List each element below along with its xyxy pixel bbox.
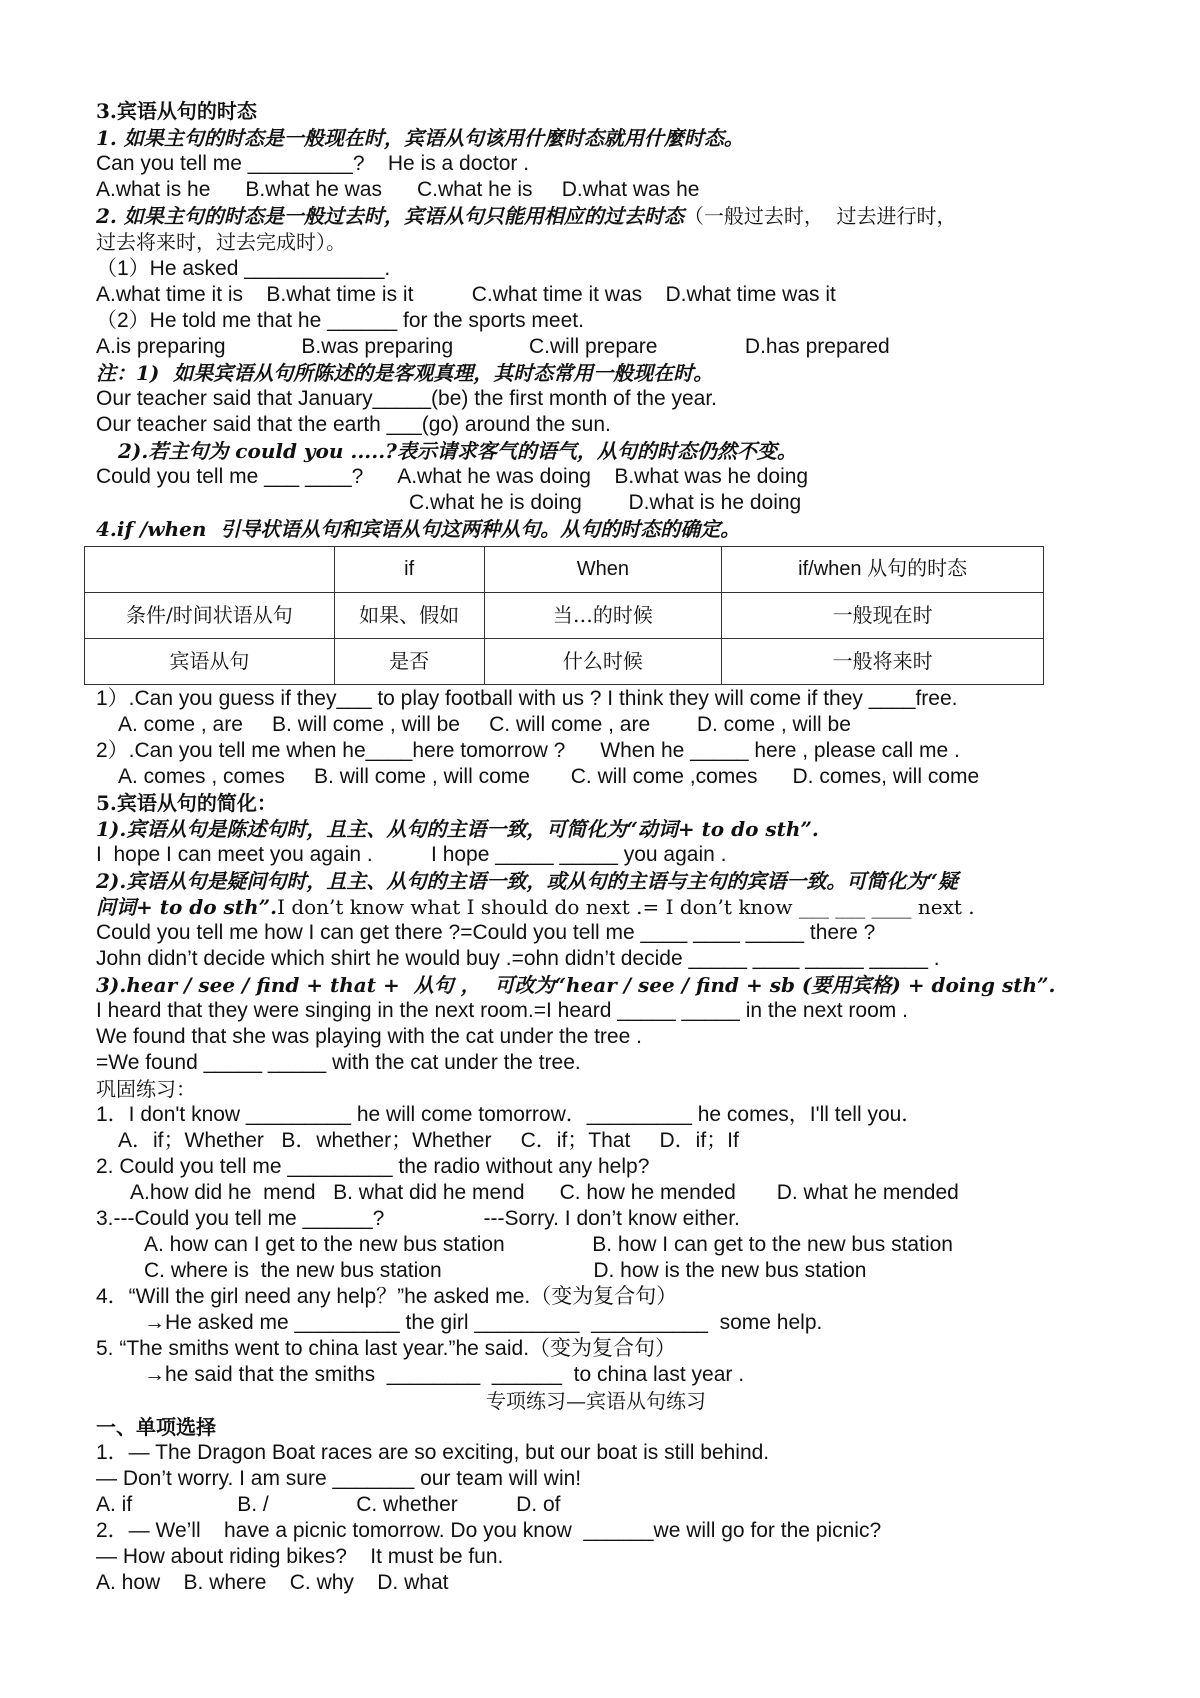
text-line: C.what he is doing D.what is he doing bbox=[409, 491, 802, 514]
text-line: 1).宾语从句是陈述句时，且主、从句的主语一致，可简化为“动词+ to do sth”. bbox=[96, 817, 819, 841]
text-line: I hope I can meet you again . I hope _____ _____ you again . bbox=[96, 843, 727, 866]
text-line: A. if B. / C. whether D. of bbox=[96, 1493, 561, 1516]
table-header-cell: When bbox=[484, 547, 722, 593]
text-line: （1）He asked ____________. bbox=[96, 257, 391, 280]
text-line: 1．I don't know _________ he will come tomorrow．_________ he comes，I'll tell you． bbox=[96, 1103, 923, 1126]
table-cell: 是否 bbox=[334, 639, 484, 685]
text-line: John didn’t decide which shirt he would buy .=ohn didn’t decide _____ ____ _____ _____ . bbox=[96, 947, 940, 970]
text-line: 3).hear / see / find + that + 从句 ， 可改为“hear / see / find + sb (要用宾格) + doing sth”. bbox=[96, 973, 1056, 997]
text-line: 问词+ to do sth”.I don’t know what I should do next .= I don’t know ___ ___ ____ next . bbox=[96, 895, 975, 919]
text-line: 巩固练习： bbox=[96, 1077, 196, 1101]
text-line: →He asked me _________ the girl _________ __________ some help. bbox=[144, 1311, 823, 1334]
text-line: 一、单项选择 bbox=[96, 1415, 216, 1439]
text-line: Could you tell me ___ ____? A.what he was doing B.what was he doing bbox=[96, 465, 809, 488]
text-line: 专项练习—宾语从句练习 bbox=[486, 1389, 706, 1413]
if-when-tense-table bbox=[84, 546, 1044, 685]
text-line: A. how can I get to the new bus station B. how I can get to the new bus station bbox=[144, 1233, 953, 1256]
text-line: 2).若主句为 could you .....?表示请求客气的语气，从句的时态仍然不变。 bbox=[118, 439, 797, 463]
table-cell: 一般现在时 bbox=[722, 593, 1044, 639]
text-line: 3.---Could you tell me ______? ---Sorry. I don’t know either. bbox=[96, 1207, 740, 1230]
table-cell: 一般将来时 bbox=[722, 639, 1044, 685]
text-line: A. come , are B. will come , will be C. will come , are D. come , will be bbox=[118, 713, 851, 736]
text-line: Our teacher said that the earth ___(go) around the sun. bbox=[96, 413, 611, 436]
text-line: A.how did he mend B. what did he mend C. how he mended D. what he mended bbox=[130, 1181, 959, 1204]
text-line: 过去将来时，过去完成时）。 bbox=[96, 230, 346, 254]
text-line: — How about riding bikes? It must be fun. bbox=[96, 1545, 504, 1568]
table-header-cell: if bbox=[334, 547, 484, 593]
text-line: 5.宾语从句的简化： bbox=[96, 791, 277, 815]
text-line: =We found _____ _____ with the cat under the tree. bbox=[96, 1051, 581, 1074]
text-line: （2）He told me that he ______ for the sports meet. bbox=[96, 309, 584, 332]
text-line: 1．— The Dragon Boat races are so exciting, but our boat is still behind. bbox=[96, 1441, 770, 1464]
table-cell: 条件/时间状语从句 bbox=[85, 593, 335, 639]
text-line: 5. “The smiths went to china last year.”he said.（变为复合句） bbox=[96, 1337, 677, 1360]
text-line: 注：1) 如果宾语从句所陈述的是客观真理，其时态常用一般现在时。 bbox=[96, 361, 714, 385]
text-line: Could you tell me how I can get there ?=Could you tell me ____ ____ _____ there ? bbox=[96, 921, 876, 944]
table-cell: 当…的时候 bbox=[484, 593, 722, 639]
table-header-cell: if/when 从句的时态 bbox=[722, 547, 1044, 593]
text-line: 2）.Can you tell me when he____here tomorrow ? When he _____ here , please call me . bbox=[96, 739, 960, 762]
text-line: A. how B. where C. why D. what bbox=[96, 1571, 449, 1594]
text-line: →he said that the smiths ________ ______ to china last year . bbox=[144, 1363, 745, 1386]
text-line: A．if；Whether B．whether；Whether C．if；That D．if；If bbox=[118, 1129, 739, 1152]
table-row bbox=[85, 593, 1044, 639]
table-header-cell bbox=[85, 547, 335, 593]
text-line: 3.宾语从句的时态 bbox=[96, 99, 257, 123]
text-line: I heard that they were singing in the next room.=I heard _____ _____ in the next room . bbox=[96, 999, 908, 1022]
text-line: Can you tell me _________? He is a doctor . bbox=[96, 152, 530, 175]
text-line: We found that she was playing with the cat under the tree . bbox=[96, 1025, 642, 1048]
text-line: A.is preparing B.was preparing C.will prepare D.has prepared bbox=[96, 335, 890, 358]
text-line: Our teacher said that January_____(be) the first month of the year. bbox=[96, 387, 718, 410]
text-line: 2. 如果主句的时态是一般过去时，宾语从句只能用相应的过去时态（一般过去时， 过去进行时， bbox=[96, 204, 957, 228]
table-row bbox=[85, 639, 1044, 685]
table-cell: 如果、假如 bbox=[334, 593, 484, 639]
text-line: A. comes , comes B. will come , will come C. will come ,comes D. comes, will come bbox=[118, 765, 980, 788]
text-line: — Don’t worry. I am sure _______ our team will win! bbox=[96, 1467, 582, 1490]
text-line: C. where is the new bus station D. how is the new bus station bbox=[144, 1259, 867, 1282]
table-cell: 宾语从句 bbox=[85, 639, 335, 685]
text-line: 4.if /when 引导状语从句和宾语从句这两种从句。从句的时态的确定。 bbox=[96, 517, 741, 541]
text-line: 1）.Can you guess if they___ to play football with us ? I think they will come if they ____free. bbox=[96, 687, 958, 710]
text-line: 2. Could you tell me _________ the radio without any help? bbox=[96, 1155, 650, 1178]
table-header-row bbox=[85, 547, 1044, 593]
text-line: 2).宾语从句是疑问句时，且主、从句的主语一致，或从句的主语与主句的宾语一致。可简化为“疑 bbox=[96, 869, 958, 893]
text-line: A.what time it is B.what time is it C.what time it was D.what time was it bbox=[96, 283, 836, 306]
text-line: 4．“Will the girl need any help？”he asked me.（变为复合句） bbox=[96, 1285, 678, 1308]
table-cell: 什么时候 bbox=[484, 639, 722, 685]
text-line: 1. 如果主句的时态是一般现在时，宾语从句该用什麼时态就用什麼时态。 bbox=[96, 126, 744, 150]
text-line: 2．— We’ll have a picnic tomorrow. Do you know ______we will go for the picnic? bbox=[96, 1519, 882, 1542]
text-line: A.what is he B.what he was C.what he is D.what was he bbox=[96, 178, 700, 201]
